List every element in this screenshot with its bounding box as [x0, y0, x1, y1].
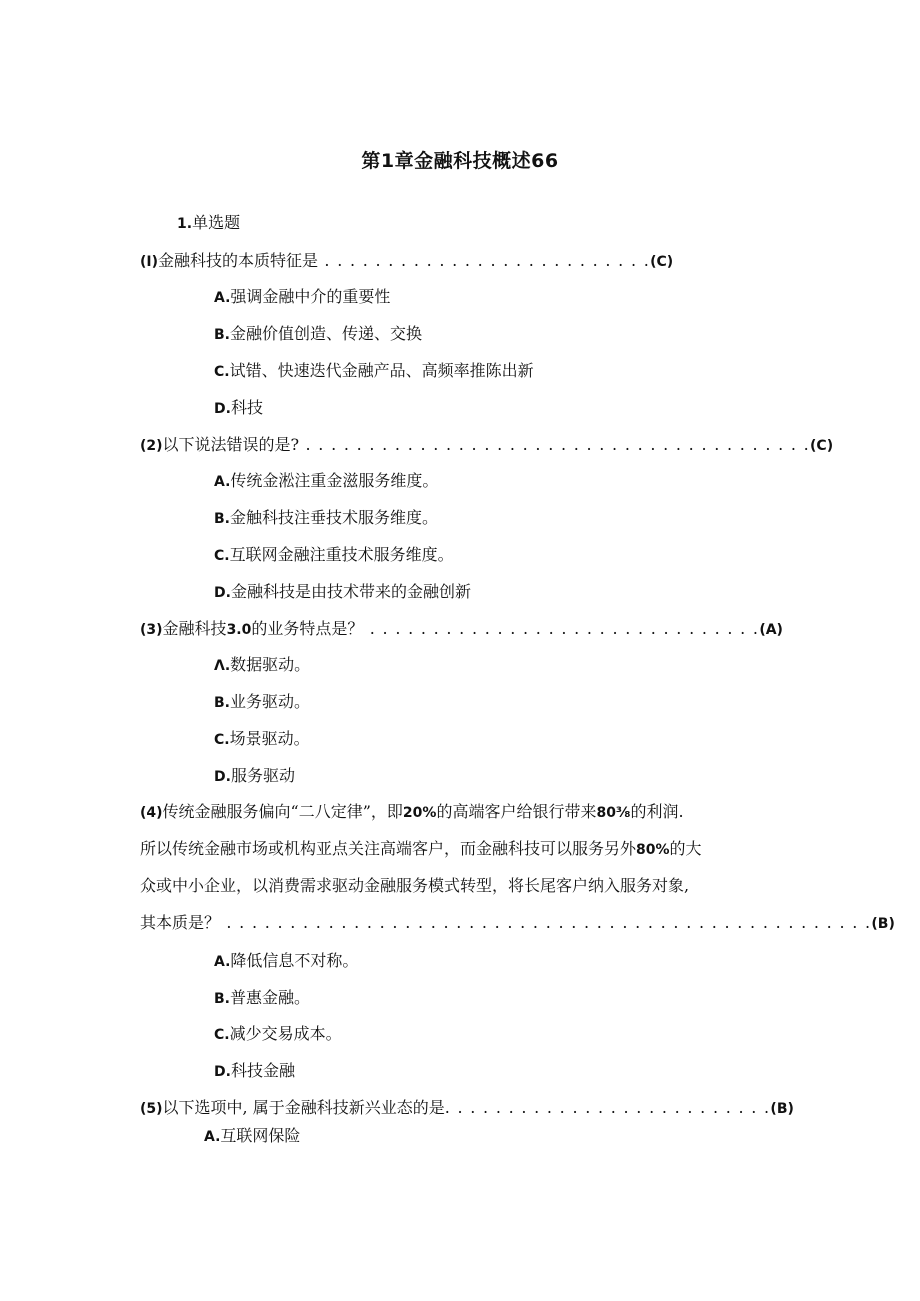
answer-label: (C)	[650, 254, 674, 270]
section-number: 1.	[177, 216, 193, 232]
question-text: 以下说法错误的是?	[162, 435, 300, 454]
option-c: C.减少交易成本。	[214, 1024, 342, 1043]
option-c: C.试错、快速迭代金融产品、高频率推陈出新	[214, 361, 534, 380]
question-4-line-3: 众或中小企业，以消费需求驱动金融服务模式转型，将长尾客户纳入服务对象,	[140, 876, 690, 895]
question-number: (3)	[140, 622, 163, 638]
question-3: (3)金融科技3.0的业务特点是？ . . . . . . . . . . . . . . . . . . . . . . . . . . . . . . .(A)	[140, 619, 783, 638]
option-b: B.业务驱动。	[214, 692, 311, 711]
option-b: B.普惠金融。	[214, 988, 311, 1007]
option-d: D.金融科技是由技术带来的金融创新	[214, 582, 471, 601]
leader-dots: . . . . . . . . . . . . . . . . . . . . . . . . . .	[444, 1098, 771, 1117]
option-b: B.金融价值创造、传递、交换	[214, 324, 423, 343]
question-2	[140, 435, 833, 456]
question-4-line-4: 其本质是？ . . . . . . . . . . . . . . . . . . . . . . . . . . . . . . . . . . . . . . . . . . . . . . . . . . .(B)	[140, 913, 895, 932]
question-number: (4)	[140, 805, 163, 821]
option-c: C.场景驱动。	[214, 729, 310, 748]
leader-dots: . . . . . . . . . . . . . . . . . . . . . . . . . .	[318, 251, 651, 270]
question-number: (2)	[140, 438, 163, 454]
answer-label: (B)	[871, 916, 895, 932]
option-a: A.传统金淞注重金滋服务维度。	[214, 471, 439, 490]
option-d: D.科技	[214, 398, 263, 417]
option-a: A.互联网保险	[204, 1126, 301, 1145]
question-text: 以下选项中, 属于金融科技新兴业态的是	[162, 1098, 445, 1117]
leader-dots: . . . . . . . . . . . . . . . . . . . . . . . . . . . . . . . . . . . . . . . . . . . . . . . . . . .	[220, 913, 872, 932]
question-text: 金融科技的本质特征是	[158, 251, 319, 270]
question-text: 金融科技	[162, 619, 227, 638]
option-d: D.服务驱动	[214, 766, 295, 785]
option-a: Λ.数据驱动。	[214, 655, 311, 674]
answer-label: (B)	[770, 1101, 794, 1117]
option-d: D.科技金融	[214, 1061, 295, 1080]
question-1	[140, 251, 673, 272]
option-b: B.金触科技注垂技术服务维度。	[214, 508, 439, 527]
answer-label: (C)	[810, 438, 834, 454]
question-number: (5)	[140, 1101, 163, 1117]
answer-label: (A)	[759, 622, 783, 638]
option-a: A.降低信息不对称。	[214, 951, 359, 970]
leader-dots: . . . . . . . . . . . . . . . . . . . . . . . . . . . . . . .	[363, 619, 760, 638]
question-5	[140, 1098, 794, 1119]
option-a: A.强调金融中介的重要性	[214, 287, 391, 306]
question-4-line-1: (4)传统金融服务偏向“二八定律”，即20%的高端客户给银行带来80⅜的利润.	[140, 802, 684, 821]
question-4-line-2: 所以传统金融市场或机构亚点关注高端客户，而金融科技可以服务另外80%的大	[140, 839, 702, 858]
option-c: C.互联网金融注重技术服务维度。	[214, 545, 454, 564]
section-text: 单选题	[192, 213, 241, 232]
page-title: 第1章金融科技概述66	[361, 150, 559, 172]
section-heading	[177, 213, 240, 234]
question-number: (I)	[140, 254, 159, 270]
leader-dots: . . . . . . . . . . . . . . . . . . . . . . . . . . . . . . . . . . . . . . . .	[299, 435, 811, 454]
